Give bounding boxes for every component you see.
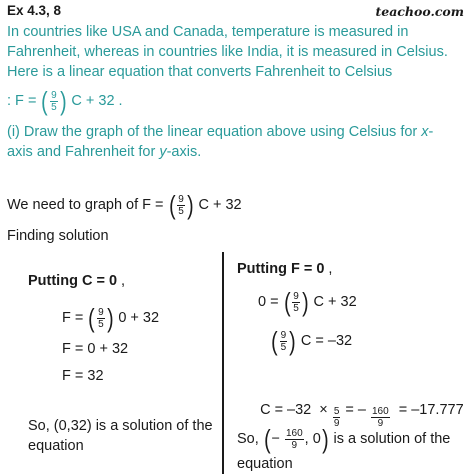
part-i-x: x — [421, 124, 429, 140]
right-concl-num: 160 — [285, 427, 303, 439]
question-equation — [7, 86, 123, 116]
left-heading — [28, 273, 125, 289]
intro-fraction: ( $\frac{9}{5}$ ) — [168, 190, 194, 221]
right-s3-a: C = –32 × — [260, 402, 332, 418]
part-i-y: y — [159, 144, 167, 160]
right-concl-b: , 0 — [304, 431, 321, 448]
question-line-2: Fahrenheit, whereas in countries like India, it is measured in Celsius. — [7, 44, 448, 60]
right-s2-fraction: ( $\frac{9}{5}$ ) — [271, 326, 296, 357]
right-s3-f2-num: 160 — [372, 406, 389, 417]
right-concl-c: is a solution of the — [329, 431, 451, 447]
intro-prefix: We need to graph of F = — [7, 197, 168, 213]
eq-num: 9 — [51, 89, 57, 101]
teachoo-logo: teachoo.com — [375, 4, 464, 19]
right-s1-fraction: ( $\frac{9}{5}$ ) — [283, 287, 309, 318]
right-heading — [237, 261, 332, 277]
right-conclusion-1 — [237, 424, 450, 454]
part-i-text-d: -axis. — [166, 144, 202, 160]
left-step-1 — [62, 303, 159, 333]
right-s2-suffix: C = –32 — [296, 333, 353, 349]
left-s1-den: 5 — [98, 318, 104, 330]
left-conclusion-1: So, (0,32) is a solution of the — [28, 418, 213, 434]
right-heading-text: Putting F = 0 — [237, 261, 325, 277]
eq-suffix: C + 32 . — [67, 93, 123, 109]
left-s1-num: 9 — [98, 306, 104, 318]
left-s1-prefix: F = — [62, 310, 88, 326]
intro-den: 5 — [178, 205, 184, 217]
part-i-text-a: (i) Draw the graph of the linear equation above using Celsius for — [7, 124, 422, 140]
right-step-1 — [258, 287, 357, 317]
right-concl-point: ( − $\frac{160}{9}$ , 0 ) — [263, 424, 329, 455]
part-i-dash: - — [428, 124, 434, 140]
right-s3-b: = – — [341, 402, 370, 418]
right-s1-num: 9 — [293, 290, 299, 302]
right-heading-comma: , — [324, 261, 333, 277]
left-conclusion-2: equation — [28, 438, 84, 454]
left-s1-suffix: 0 + 32 — [114, 310, 160, 326]
solution-intro — [7, 190, 242, 220]
left-heading-comma: , — [117, 273, 126, 289]
right-s1-den: 5 — [293, 302, 299, 314]
left-step-3: F = 32 — [62, 368, 104, 384]
right-s3-f1-num: 5 — [333, 406, 340, 417]
right-concl-a: So, — [237, 431, 263, 447]
right-s2-num: 9 — [280, 329, 287, 341]
left-heading-text: Putting C = 0 — [28, 273, 118, 289]
right-conclusion-2: equation — [237, 456, 293, 472]
right-s3-f1-den: 9 — [333, 418, 340, 429]
right-s3-c: = –17.777 — [390, 402, 464, 418]
question-part-i-line-1 — [7, 122, 433, 142]
question-line-3: Here is a linear equation that converts Fahrenheit to Celsius — [7, 64, 393, 80]
left-step-2: F = 0 + 32 — [62, 341, 129, 357]
question-line-1: In countries like USA and Canada, temperature is measured in — [7, 24, 409, 40]
eq-den: 5 — [51, 101, 57, 113]
right-concl-den: 9 — [291, 439, 298, 451]
right-s3-f2-den: 9 — [377, 418, 384, 429]
part-i-text-c: axis and Fahrenheit for — [7, 144, 160, 160]
right-s1-suffix: C + 32 — [309, 294, 357, 310]
eq-fraction: ( $\frac{9}{5}$ ) — [41, 86, 67, 117]
right-step-2 — [270, 326, 352, 356]
right-step-3 — [252, 365, 464, 429]
left-s1-fraction: ( $\frac{9}{5}$ ) — [88, 303, 114, 334]
intro-num: 9 — [178, 193, 184, 205]
intro-suffix: C + 32 — [194, 197, 242, 213]
finding-solution-label: Finding solution — [7, 228, 109, 244]
right-s1-prefix: 0 = — [258, 294, 283, 310]
eq-prefix: : F = — [7, 93, 41, 109]
exercise-title: Ex 4.3, 8 — [7, 3, 62, 18]
right-s2-den: 5 — [280, 341, 287, 353]
question-part-i-line-2 — [7, 142, 201, 162]
column-divider — [222, 252, 224, 474]
